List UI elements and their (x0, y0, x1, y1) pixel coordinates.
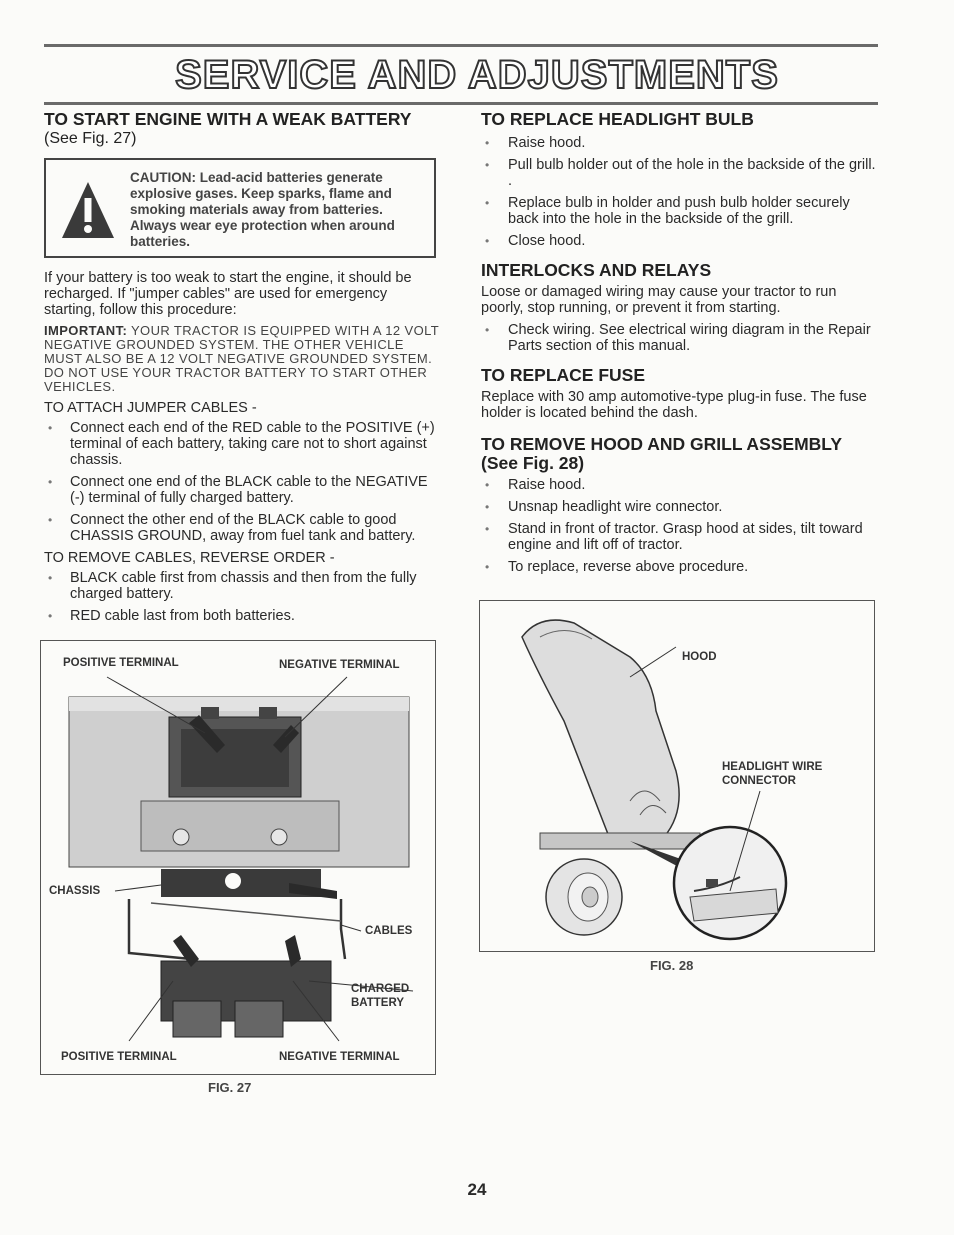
list-item: • Check wiring. See electrical wiring diagram in the Repair Parts section of this manual. (481, 322, 877, 354)
warning-triangle-icon (60, 180, 116, 240)
hood-list (481, 477, 877, 575)
attach-cables-list (44, 420, 440, 544)
fig27-negative-terminal-top: NEGATIVE TERMINAL (279, 659, 400, 671)
top-rule (44, 44, 878, 47)
fig28-connector: CONNECTOR (722, 775, 796, 787)
weak-battery-heading-sub: (See Fig. 27) (44, 130, 137, 147)
weak-battery-heading: TO START ENGINE WITH A WEAK BATTERY (44, 109, 412, 129)
fig27-caption: FIG. 27 (208, 1080, 252, 1095)
fig27-positive-terminal-top: POSITIVE TERMINAL (63, 657, 179, 669)
page-title: SERVICE AND ADJUSTMENTS (175, 53, 779, 97)
fig28-headlight-wire: HEADLIGHT WIRE (722, 761, 823, 773)
list-item: • BLACK cable first from chassis and then from the fully charged battery. (44, 570, 440, 602)
page-number: 24 (467, 1180, 487, 1199)
list-item: • Connect each end of the RED cable to the POSITIVE (+) terminal of each battery, taking care not to short against chassis. (44, 420, 440, 468)
list-item: • Replace bulb in holder and push bulb holder securely back into the hole in the backside of the grill. (481, 195, 877, 227)
fig28-caption: FIG. 28 (650, 958, 694, 973)
important-text: YOUR TRACTOR IS EQUIPPED WITH A 12 VOLT NEGATIVE GROUNDED SYSTEM. THE OTHER VEHICLE MUST ALSO BE A 12 VOLT NEGATIVE GROUNDED SYSTEM. DO NOT USE YOUR TRACTOR BATTERY TO START OTHER VEHICLES. (44, 323, 439, 394)
hood-heading: TO REMOVE HOOD AND GRILL ASSEMBLY (481, 434, 843, 454)
title-underline (44, 102, 878, 105)
fuse-text: Replace with 30 amp automotive-type plug-in fuse. The fuse holder is located behind the dash. (481, 389, 867, 421)
fig28-hood: HOOD (682, 651, 717, 663)
list-item: • Pull bulb holder out of the hole in the backside of the grill. . (481, 157, 877, 189)
list-item: • Stand in front of tractor. Grasp hood at sides, tilt toward engine and lift off of tractor. (481, 521, 877, 553)
hood-heading-sub: (See Fig. 28) (481, 453, 585, 473)
list-item: • Connect the other end of the BLACK cable to good CHASSIS GROUND, away from fuel tank and battery. (44, 512, 440, 544)
list-item: • Raise hood. (481, 477, 877, 493)
fig28-box (479, 600, 875, 952)
fig27-battery: BATTERY (351, 997, 405, 1009)
interlocks-text: Loose or damaged wiring may cause your tractor to run poorly, stop running, or prevent it from starting. (481, 284, 837, 316)
remove-cables-heading: TO REMOVE CABLES, REVERSE ORDER - (44, 550, 335, 566)
fig27-chassis: CHASSIS (49, 885, 101, 897)
fuse-heading: TO REPLACE FUSE (481, 365, 646, 385)
important-label: IMPORTANT: (44, 323, 128, 338)
left-column (44, 110, 440, 624)
fig27-box (40, 640, 436, 1075)
interlocks-list (481, 322, 877, 354)
weak-battery-intro: If your battery is too weak to start the engine, it should be recharged. If "jumper cables" are used for emergency starting, follow this procedure: (44, 270, 412, 318)
headlight-heading: TO REPLACE HEADLIGHT BULB (481, 109, 754, 129)
list-item: • Connect one end of the BLACK cable to the NEGATIVE (-) terminal of fully charged battery. (44, 474, 440, 506)
list-item: • Raise hood. (481, 135, 877, 151)
interlocks-heading: INTERLOCKS AND RELAYS (481, 260, 712, 280)
list-item: • RED cable last from both batteries. (44, 608, 440, 624)
important-note (44, 324, 440, 394)
fig27-negative-terminal-bottom: NEGATIVE TERMINAL (279, 1051, 400, 1063)
headlight-list (481, 135, 877, 249)
hood-removal-illustration (480, 601, 873, 950)
caution-text: CAUTION: Lead-acid batteries generate explosive gases. Keep sparks, flame and smoking materials away from batteries. Always wear eye protection when around batteries. (130, 170, 395, 249)
list-item: • Unsnap headlight wire connector. (481, 499, 877, 515)
attach-cables-heading: TO ATTACH JUMPER CABLES - (44, 400, 257, 416)
list-item: • Close hood. (481, 233, 877, 249)
right-column (481, 110, 877, 575)
list-item: • To replace, reverse above procedure. (481, 559, 877, 575)
caution-box (44, 158, 436, 258)
remove-cables-list (44, 570, 440, 624)
fig27-charged: CHARGED (351, 983, 410, 995)
fig27-cables: CABLES (365, 925, 413, 937)
fig27-positive-terminal-bottom: POSITIVE TERMINAL (61, 1051, 177, 1063)
